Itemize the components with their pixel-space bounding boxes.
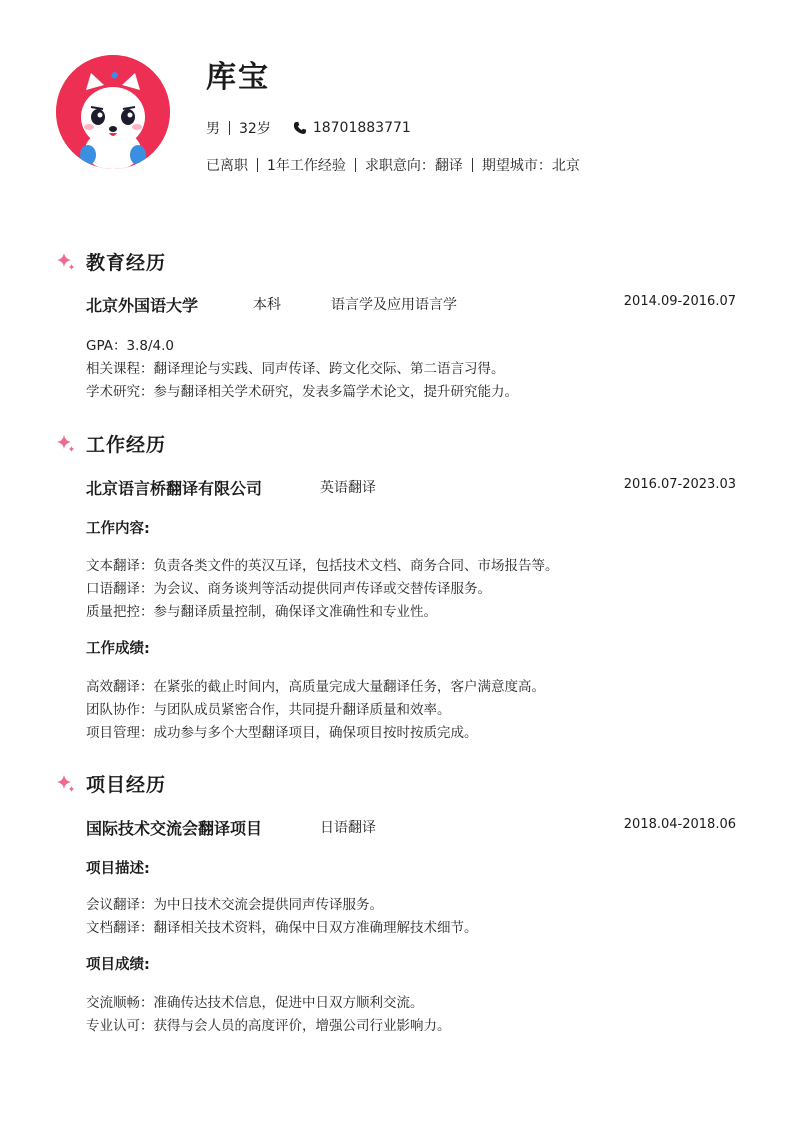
job-intent-row [206, 155, 580, 175]
job-intent: 求职意向：翻译 [364, 158, 463, 174]
section-label: 教育经历 [86, 252, 167, 274]
project-desc-line: 会议翻译：为中日技术交流会提供同声传译服务。 [86, 897, 383, 913]
project-achievement-heading: 项目成绩: [86, 957, 150, 973]
education-entry-header [86, 293, 736, 313]
project-section-title [56, 770, 166, 797]
project-role: 日语翻译 [320, 820, 376, 836]
age: 32岁 [239, 121, 271, 137]
work-achievement-line: 项目管理：成功参与多个大型翻译项目，确保项目按时按质完成。 [86, 725, 478, 741]
education-line: 学术研究：参与翻译相关学术研究，发表多篇学术论文，提升研究能力。 [86, 384, 518, 400]
company-name: 北京语言桥翻译有限公司 [86, 479, 263, 498]
project-achievement-line: 交流顺畅：准确传达技术信息，促进中日双方顺利交流。 [86, 995, 424, 1011]
work-achievement-heading: 工作成绩: [86, 641, 150, 657]
project-desc-heading: 项目描述: [86, 861, 150, 877]
job-role: 英语翻译 [320, 480, 376, 496]
work-content-heading: 工作内容: [86, 521, 150, 537]
avatar [56, 55, 170, 169]
project-achievement-line: 专业认可：获得与会人员的高度评价，增强公司行业影响力。 [86, 1018, 451, 1034]
project-entry-header [86, 816, 736, 836]
work-experience: 1年工作经验 [267, 158, 346, 174]
divider [355, 158, 356, 172]
school-name: 北京外国语大学 [86, 296, 199, 315]
project-date: 2018.04-2018.06 [623, 817, 736, 832]
sparkle-icon [56, 774, 76, 794]
basic-info-row [206, 118, 411, 138]
section-label: 工作经历 [86, 434, 167, 456]
phone-icon [293, 121, 307, 135]
degree: 本科 [253, 297, 281, 313]
cartoon-cat-avatar-icon [56, 55, 170, 169]
work-content-line: 口语翻译：为会议、商务谈判等活动提供同声传译或交替传译服务。 [86, 581, 491, 597]
work-section-title [56, 430, 166, 457]
major: 语言学及应用语言学 [331, 297, 457, 313]
employment-status: 已离职 [206, 158, 248, 174]
education-section-title [56, 248, 166, 275]
work-achievement-line: 团队协作：与团队成员紧密合作，共同提升翻译质量和效率。 [86, 702, 451, 718]
section-label: 项目经历 [86, 774, 167, 796]
work-date: 2016.07-2023.03 [623, 477, 736, 492]
divider [472, 158, 473, 172]
project-name: 国际技术交流会翻译项目 [86, 819, 263, 838]
education-line: GPA：3.8/4.0 [86, 338, 174, 354]
sparkle-icon [56, 252, 76, 272]
education-line: 相关课程：翻译理论与实践、同声传译、跨文化交际、第二语言习得。 [86, 361, 505, 377]
work-content-line: 文本翻译：负责各类文件的英汉互译，包括技术文档、商务合同、市场报告等。 [86, 558, 559, 574]
divider [229, 121, 230, 135]
work-content-line: 质量把控：参与翻译质量控制，确保译文准确性和专业性。 [86, 604, 437, 620]
project-desc-line: 文档翻译：翻译相关技术资料，确保中日双方准确理解技术细节。 [86, 920, 478, 936]
phone-number: 18701883771 [312, 120, 411, 136]
education-date: 2014.09-2016.07 [623, 294, 736, 309]
work-entry-header [86, 476, 736, 496]
candidate-name: 库宝 [206, 60, 270, 95]
expected-city: 期望城市：北京 [481, 158, 580, 174]
gender: 男 [206, 121, 220, 137]
divider [257, 158, 258, 172]
work-achievement-line: 高效翻译：在紧张的截止时间内，高质量完成大量翻译任务，客户满意度高。 [86, 679, 545, 695]
sparkle-icon [56, 434, 76, 454]
